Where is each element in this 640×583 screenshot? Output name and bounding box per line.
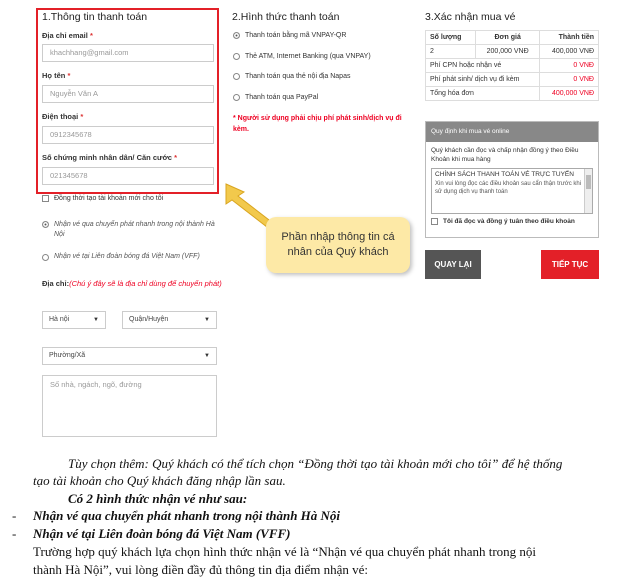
scrollbar-thumb[interactable]	[586, 175, 591, 189]
delivery-option-vff[interactable]: Nhận vé tại Liên đoàn bóng đá Việt Nam (VFF)	[42, 253, 227, 261]
article-p3a: Trường hợp quý khách lựa chọn hình thức nhận vé là “Nhận vé qua chuyển phát nhanh trong nội	[33, 544, 537, 559]
radio-paypal[interactable]	[233, 94, 240, 101]
radio-vnpay-qr[interactable]	[233, 32, 240, 39]
policy-scrollbar[interactable]	[584, 169, 592, 213]
policy-text: Xin vui lòng đọc các điều khoản sau cẩn thận trước khi sử dụng dịch vụ thanh toán	[435, 181, 582, 195]
callout-box: Phần nhập thông tin cá nhân của Quý khách	[266, 217, 410, 273]
district-select[interactable]: Quận/Huyện ▼	[122, 311, 217, 329]
name-label: Họ tên *	[42, 71, 71, 80]
next-button[interactable]: TIẾP TỤC	[541, 250, 599, 279]
article-p1b: tạo tài khoản cho Quý khách đăng nhập lần sau.	[33, 473, 286, 488]
agree-checkbox[interactable]	[431, 218, 438, 225]
email-field[interactable]: khachhang@gmail.com	[42, 44, 214, 62]
order-summary-table	[425, 30, 599, 101]
create-account-option[interactable]: Đồng thời tạo tài khoản mới cho tôi	[42, 195, 163, 202]
chevron-down-icon: ▼	[93, 317, 99, 323]
radio-napas[interactable]	[233, 73, 240, 80]
rules-panel	[425, 121, 599, 238]
chevron-down-icon: ▼	[204, 353, 210, 359]
create-account-checkbox[interactable]	[42, 195, 49, 202]
radio-vff[interactable]	[42, 254, 49, 261]
address-label-block	[42, 278, 224, 290]
table-header-row: Số lượng Đơn giá Thành tiền	[426, 31, 599, 45]
phone-label: Điện thoại *	[42, 112, 84, 121]
agree-option[interactable]: Tôi đã đọc và đồng ý tuân theo điều khoản	[426, 214, 598, 225]
fee-row: Phí CPN hoặc nhận vé 0 VNĐ	[426, 59, 599, 73]
back-button[interactable]: QUAY LẠI	[425, 250, 481, 279]
article-p1a: Tùy chọn thêm: Quý khách có thể tích chọn “Đồng thời tạo tài khoản mới cho tôi” để hệ thống	[68, 456, 563, 471]
section3-title: 3.Xác nhận mua vé	[425, 11, 516, 23]
payment-option-vnpay-qr[interactable]: Thanh toán bằng mã VNPAY-QR	[233, 32, 346, 39]
total-row: Tổng hóa đơn 400,000 VNĐ	[426, 87, 599, 101]
payment-option-napas[interactable]: Thanh toán qua thẻ nội địa Napas	[233, 73, 350, 80]
article-p3b: thành Hà Nội”, vui lòng điền đầy đủ thông tin địa điểm nhận vé:	[33, 562, 369, 577]
address-note: (Chú ý đây sẽ là địa chỉ dùng để chuyển phát)	[69, 279, 222, 288]
radio-atm[interactable]	[233, 53, 240, 60]
payment-option-paypal[interactable]: Thanh toán qua PayPal	[233, 94, 318, 101]
address-label: Địa chỉ:	[42, 279, 70, 288]
chevron-down-icon: ▼	[204, 317, 210, 323]
article-bullet-2: Nhận vé tại Liên đoàn bóng đá Việt Nam (VFF)	[33, 526, 291, 541]
name-field[interactable]: Nguyễn Văn A	[42, 85, 214, 103]
street-input[interactable]: Số nhà, ngách, ngõ, đường	[42, 375, 217, 437]
ward-select[interactable]: Phường/Xã ▼	[42, 347, 217, 365]
payment-note: * Người sử dụng phải chịu phí phát sinh/dịch vụ đi kèm.	[233, 115, 402, 133]
policy-scrollbox[interactable]	[431, 168, 593, 214]
section2-title: 2.Hình thức thanh toán	[232, 11, 340, 23]
bullet-dash: -	[12, 508, 17, 523]
phone-field[interactable]: 0912345678	[42, 126, 214, 144]
bullet-dash: -	[12, 526, 17, 541]
radio-express[interactable]	[42, 221, 49, 228]
section1-title: 1.Thông tin thanh toán	[42, 11, 148, 23]
city-select[interactable]: Hà nội ▼	[42, 311, 106, 329]
id-label: Số chứng minh nhân dân/ Căn cước *	[42, 153, 177, 162]
policy-title: CHÍNH SÁCH THANH TOÁN VÉ TRỰC TUYẾN	[435, 171, 574, 178]
fee-row: Phí phát sinh/ dịch vụ đi kèm 0 VNĐ	[426, 73, 599, 87]
rules-text: Quý khách cần đọc và chấp nhận đồng ý theo Điều Khoản khi mua hàng	[431, 147, 579, 163]
payment-option-atm[interactable]: Thẻ ATM, Internet Banking (qua VNPAY)	[233, 53, 371, 60]
rules-header: Quy định khi mua vé online	[426, 122, 598, 142]
table-row: 2 200,000 VNĐ 400,000 VNĐ	[426, 45, 599, 59]
article-bullet-1: Nhận vé qua chuyển phát nhanh trong nội thành Hà Nội	[33, 508, 341, 523]
article-p2: Có 2 hình thức nhận vé như sau:	[68, 491, 248, 506]
id-field[interactable]: 021345678	[42, 167, 214, 185]
delivery-option-express[interactable]: Nhận vé qua chuyển phát nhanh trong nội thành Hà Nội	[42, 220, 222, 240]
email-label: Địa chỉ email *	[42, 31, 93, 40]
